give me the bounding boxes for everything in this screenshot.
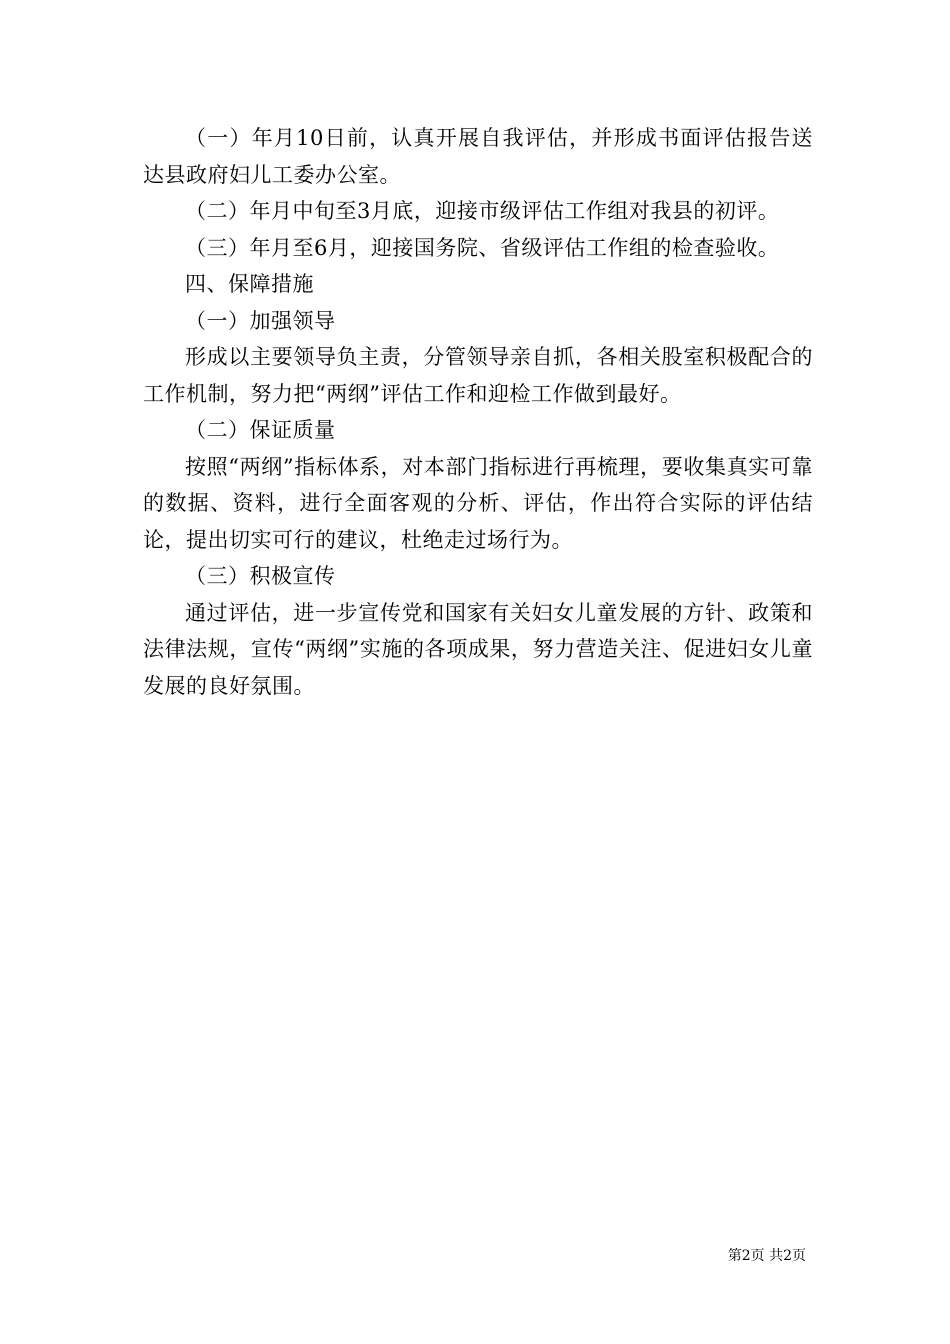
paragraph-leadership: 形成以主要领导负主责，分管领导亲自抓，各相关股室积极配合的工作机制，努力把“两纲”评估工作和迎检工作做到最好。 [143, 345, 813, 406]
subheading-publicity: （三）积极宣传 [185, 564, 336, 588]
document-body [143, 120, 813, 704]
page-number-footer: 第2页 共2页 [727, 1248, 806, 1264]
section-heading-safeguards: 四、保障措施 [185, 272, 314, 296]
paragraph-quality: 按照“两纲”指标体系，对本部门指标进行再梳理，要收集真实可靠的数据、资料，进行全面客观的分析、评估，作出符合实际的评估结论，提出切实可行的建议，杜绝走过场行为。 [143, 454, 813, 552]
subheading-quality: （二）保证质量 [185, 418, 336, 442]
paragraph-city-evaluation: （二）年月中旬至3月底，迎接市级评估工作组对我县的初评。 [185, 199, 780, 223]
paragraph-self-evaluation: （一）年月10日前，认真开展自我评估，并形成书面评估报告送达县政府妇儿工委办公室。 [143, 126, 813, 187]
subheading-leadership: （一）加强领导 [185, 308, 336, 333]
paragraph-state-inspection: （三）年月至6月，迎接国务院、省级评估工作组的检查验收。 [185, 235, 780, 260]
paragraph-publicity: 通过评估，进一步宣传党和国家有关妇女儿童发展的方针、政策和法律法规，宣传“两纲”实施的各项成果，努力营造关注、促进妇女儿童发展的良好氛围。 [143, 600, 813, 698]
